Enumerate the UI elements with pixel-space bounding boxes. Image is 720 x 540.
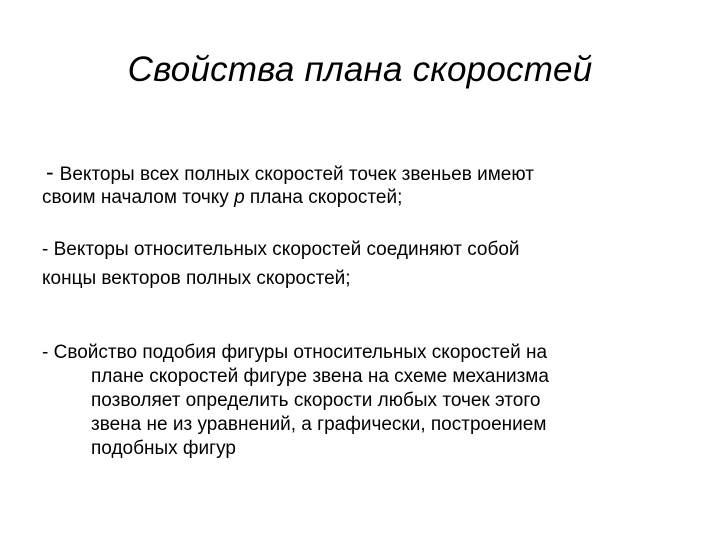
item3-line3: позволяет определить скорости любых точек этого [91, 390, 541, 411]
item3-line2: плане скоростей фигуре звена на схеме механизма [91, 366, 549, 387]
item3-line5: подобных фигур [91, 438, 236, 459]
item2-line2: концы векторов полных скоростей; [42, 268, 351, 289]
item1-dash: - [46, 159, 54, 185]
item1-line1-text: Векторы всех полных скоростей точек звеньев имеют [59, 164, 534, 185]
item1-line2-before: своим началом точку [42, 187, 229, 208]
item1-line2-after: плана скоростей; [249, 187, 403, 208]
item1-line2 [42, 186, 402, 210]
item1-line1 [46, 160, 534, 187]
item3-line1: - Свойство подобия фигуры относительных скоростей на [42, 342, 548, 363]
item3-line4: звена не из уравнений, а графически, построением [91, 414, 547, 435]
point-p-label: p [234, 187, 245, 208]
slide-title: Свойства плана скоростей [127, 50, 593, 89]
item2-line1: - Векторы относительных скоростей соединяют собой [42, 239, 520, 260]
